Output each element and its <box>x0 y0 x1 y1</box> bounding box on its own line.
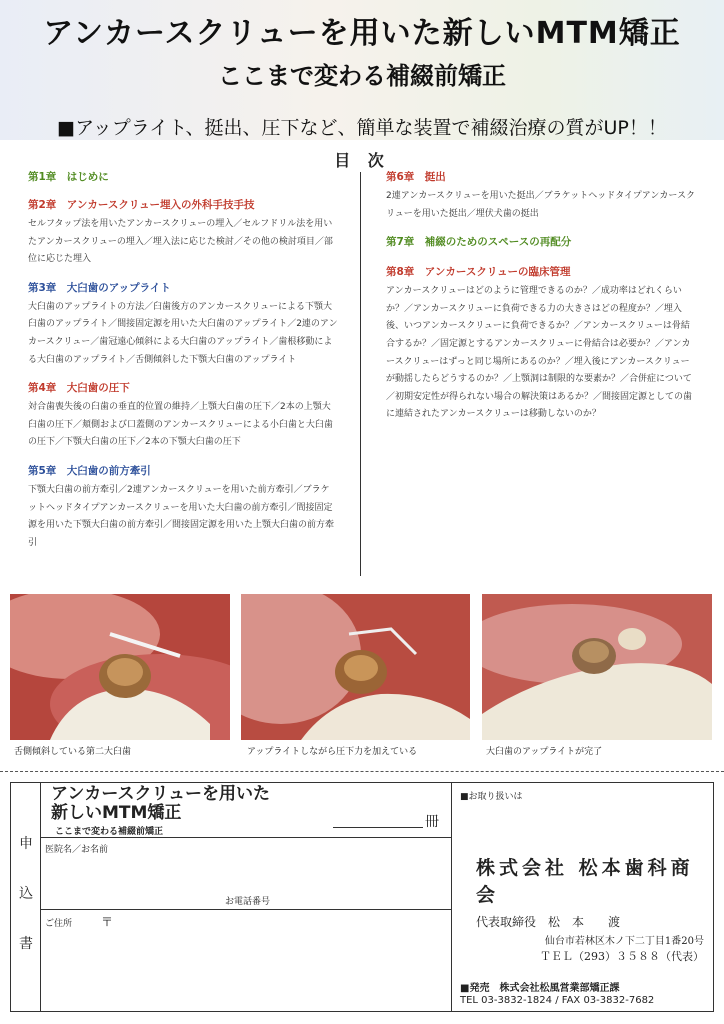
order-form-side-label <box>11 783 41 1011</box>
side-char: 書 <box>19 936 33 952</box>
toc-left-column <box>28 170 338 564</box>
quantity-field[interactable] <box>333 827 423 828</box>
chapter-3 <box>28 281 338 369</box>
chapter-title: 第1章 はじめに <box>28 171 109 183</box>
chapter-title: 第5章 大臼歯の前方牽引 <box>28 464 151 477</box>
address-field[interactable] <box>41 910 451 1011</box>
chapter-title: 第8章 アンカースクリューの臨床管理 <box>386 266 571 279</box>
chapter-8 <box>386 265 696 424</box>
quantity-unit: 冊 <box>425 814 439 830</box>
clinical-photo-2 <box>241 594 470 740</box>
dealer-rep: 代表取締役 松 本 渡 <box>476 915 621 929</box>
chapter-body: 下顎大臼歯の前方牽引／2連アンカースクリューを用いた前方牽引／ブラケットヘッドタイプアンカースクリューを用いた大臼歯の前方牽引／間接固定源を用いた下顎大臼歯の前方牽引／間接固定源を用いた上顎大臼歯の前方牽引 <box>28 484 335 548</box>
address-label: ご住所 <box>45 919 73 929</box>
photo-caption-3: 大臼歯のアップライトが完了 <box>486 747 603 757</box>
order-book-row <box>41 783 451 838</box>
dealer-tel: ＴＥＬ（293）３５８８（代表） <box>540 950 704 963</box>
chapter-body: 2連アンカースクリューを用いた挺出／ブラケットヘッドタイプアンカースクリューを用いた挺出／埋伏犬歯の挺出 <box>386 191 695 219</box>
chapter-body: 大臼歯のアップライトの方法／臼歯後方のアンカースクリューによる下顎大臼歯のアップライト／間接固定源を用いた大臼歯のアップライト／2連のアンカースクリュー／歯冠遠心傾斜による大臼歯のアップライト／歯根移動による大臼歯のアップライト／舌側傾斜した下顎大臼歯のアップライト <box>28 301 338 365</box>
order-book-title: アンカースクリューを用いた 新しいMTM矯正 <box>51 784 270 823</box>
order-form <box>10 782 714 1012</box>
dealer-company: 株式会社 松本歯科商会 <box>476 857 694 906</box>
chapter-5 <box>28 464 338 552</box>
clinical-photo-1 <box>10 594 230 740</box>
side-char: 込 <box>19 886 33 902</box>
chapter-body: セルフタップ法を用いたアンカースクリューの埋入／セルフドリル法を用いたアンカースクリューの埋入／埋入法に応じた検討／その他の検討項目／部位に応じた埋入 <box>28 219 333 265</box>
chapter-7 <box>386 235 696 249</box>
name-field[interactable] <box>41 838 451 910</box>
chapter-title: 第7章 補綴のためのスペースの再配分 <box>386 236 572 249</box>
chapter-body: 対合歯喪失後の臼歯の垂直的位置の維持／上顎大臼歯の圧下／2本の上顎大臼歯の圧下／頬側および口蓋側のアンカースクリューによる小臼歯と大臼歯の圧下／下顎大臼歯の圧下／2本の下顎大臼歯の圧下 <box>28 402 333 448</box>
tagline: ■アップライト、挺出、圧下など、簡単な装置で補綴治療の質がUP！！ <box>57 117 667 139</box>
dealer-address: 仙台市若林区木ノ下二丁目1番20号 <box>544 936 704 947</box>
chapter-title: 第4章 大臼歯の圧下 <box>28 382 130 395</box>
chapter-title: 第2章 アンカースクリュー埋入の外科手技手技 <box>28 199 255 211</box>
page-subtitle: ここまで変わる補綴前矯正 <box>218 62 506 90</box>
chapter-2 <box>28 198 338 269</box>
photo-caption-2: アップライトしながら圧下力を加えている <box>247 747 418 757</box>
toc-right-column <box>386 170 696 436</box>
phone-label: お電話番号 <box>225 897 271 907</box>
chapter-1 <box>28 170 338 184</box>
column-divider <box>360 172 361 576</box>
chapter-6 <box>386 170 696 223</box>
toc-title: 目 次 <box>334 151 390 170</box>
chapter-body: アンカースクリューはどのように管理できるのか？／成功率はどれくらいか？／アンカースクリューに負荷できる力の大きさはどの程度か？／埋入後、いつアンカースクリューに負荷できるか？／アンカースクリューは骨結合するか？／固定源とするアンカースクリューに骨結合は必要か？／アンカースクリューはずっと同じ場所にあるのか？／埋入後にアンカースクリューが動揺したらどうするのか？／上顎洞は制限的な要素か？／合併症について／初期安定性が得られない場合の解決策はあるか？／間接固定源としての歯に連結されたアンカースクリューは移動しないのか？ <box>386 286 693 420</box>
postal-mark: 〒 <box>101 915 114 929</box>
cut-line <box>0 771 724 772</box>
dealer-label: ■お取り扱いは <box>460 792 523 802</box>
publisher: ■発売 株式会社松風営業部矯正課 <box>460 983 620 994</box>
photo-caption-1: 舌側傾斜している第二大臼歯 <box>14 747 132 757</box>
dealer-box <box>452 783 714 1011</box>
page-title: アンカースクリューを用いた新しいMTM矯正 <box>43 16 681 51</box>
chapter-4 <box>28 381 338 452</box>
name-label: 医院名／お名前 <box>45 845 109 855</box>
publisher-tel: TEL 03-3832-1824 / FAX 03-3832-7682 <box>460 995 655 1006</box>
chapter-title: 第3章 大臼歯のアップライト <box>28 281 171 294</box>
chapter-title: 第6章 挺出 <box>386 171 446 183</box>
clinical-photo-3 <box>482 594 712 740</box>
dealer-stamp <box>476 853 704 964</box>
order-book-subtitle: ここまで変わる補綴前矯正 <box>55 827 164 837</box>
side-char: 申 <box>19 836 33 852</box>
